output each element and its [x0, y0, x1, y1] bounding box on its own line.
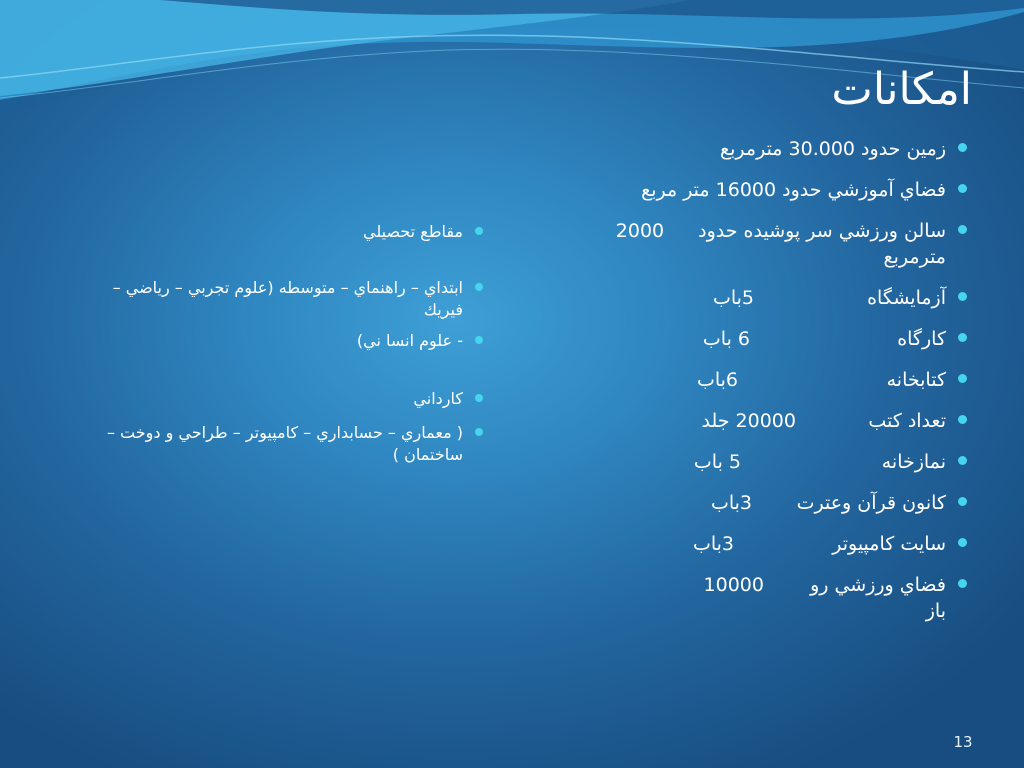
facilities-list: [566, 136, 946, 639]
bullet-icon: [958, 456, 967, 465]
list-item-text: كارداني: [413, 389, 463, 408]
list-item: [566, 218, 946, 270]
list-item: [566, 408, 946, 434]
bullet-icon: [958, 579, 967, 588]
list-spacer: [103, 243, 463, 277]
list-item-value: 6 باب: [702, 328, 750, 350]
list-item: [566, 136, 946, 162]
list-item-text: زمين حدود 30.000 مترمربع: [720, 138, 946, 160]
list-item-text-continued: مترمربع: [883, 246, 946, 268]
bullet-icon: [958, 292, 967, 301]
bullet-icon: [958, 333, 967, 342]
bullet-icon: [958, 184, 967, 193]
bullet-icon: [958, 415, 967, 424]
list-item: [566, 285, 946, 311]
list-item-key: كارگاه: [897, 328, 946, 350]
list-item: [566, 449, 946, 475]
list-item-key: سايت كامپيوتر: [832, 533, 946, 555]
list-item-text: مقاطع تحصيلي: [363, 222, 463, 241]
list-item-text: ابتداي – راهنماي – متوسطه (علوم تجربي – رياضي – فيريك: [112, 278, 463, 319]
slide-title: امکانات: [831, 64, 972, 115]
list-item-text: - علوم انسا ني): [356, 331, 463, 350]
list-item-key: نمازخانه: [881, 451, 946, 473]
list-item-value: 20000 جلد: [701, 410, 796, 432]
list-item-value: 5 باب: [693, 451, 741, 473]
bullet-icon: [475, 336, 483, 344]
list-item-key: كانون قرآن وعترت: [796, 492, 946, 514]
list-spacer: [103, 352, 463, 388]
bullet-icon: [958, 143, 967, 152]
list-item: [566, 531, 946, 557]
list-item: [566, 572, 946, 624]
bullet-icon: [475, 283, 483, 291]
bullet-icon: [958, 225, 967, 234]
list-item-key: فضاي ورزشي رو باز: [810, 574, 946, 622]
list-item-text: ( معماري – حسابداري – كامپيوتر – طراحي و دوخت – ساختمان ): [106, 423, 463, 464]
bullet-icon: [958, 497, 967, 506]
page-number: 13: [953, 733, 973, 751]
list-item-value: 3باب: [710, 492, 752, 514]
bullet-icon: [475, 394, 483, 402]
list-item-key: تعداد كتب: [868, 410, 946, 432]
list-item: [566, 490, 946, 516]
list-item-key: آزمايشگاه: [867, 287, 946, 309]
list-item: [566, 326, 946, 352]
list-item-value: 2000: [615, 220, 665, 242]
list-item-text: فضاي آموزشي حدود 16000 متر مربع: [641, 179, 946, 201]
list-item: [566, 177, 946, 203]
bullet-icon: [475, 227, 483, 235]
list-item: [103, 422, 463, 466]
list-item-value: 3باب: [692, 533, 734, 555]
bullet-icon: [958, 538, 967, 547]
bullet-icon: [958, 374, 967, 383]
list-item: [566, 367, 946, 393]
list-item-value: 10000: [703, 574, 764, 596]
list-item-value: 6باب: [696, 369, 738, 391]
education-levels-list: [103, 221, 463, 466]
list-item-key: كتابخانه: [886, 369, 946, 391]
list-item: [103, 221, 463, 243]
list-item-text: سالن ورزشي سر پوشيده حدود: [698, 220, 946, 242]
list-item: [103, 330, 463, 352]
list-item: [103, 388, 463, 410]
list-item: [103, 277, 463, 321]
list-item-value: 5باب: [712, 287, 754, 309]
bullet-icon: [475, 428, 483, 436]
